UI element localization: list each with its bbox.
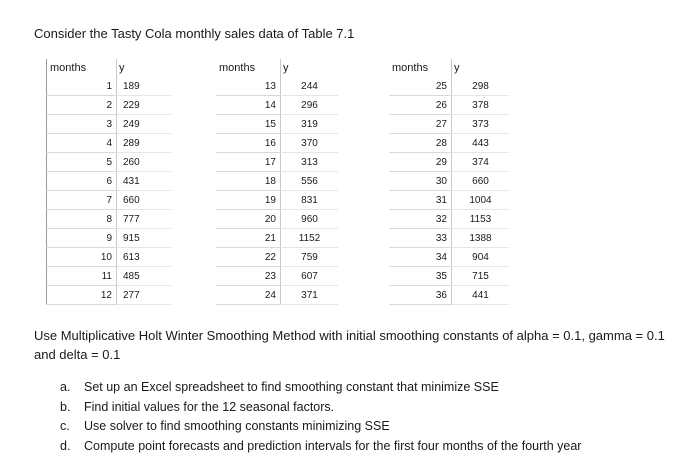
value-cell: 249 — [117, 115, 172, 134]
table-row — [47, 248, 172, 267]
value-cell: 607 — [281, 267, 339, 286]
table-row — [47, 77, 172, 96]
table-row — [389, 210, 509, 229]
month-cell: 9 — [47, 229, 117, 248]
data-table-3 — [389, 59, 509, 305]
table-row — [389, 134, 509, 153]
table-row — [216, 286, 338, 305]
column-header-y: y — [119, 62, 125, 74]
table-row — [389, 115, 509, 134]
table-row — [47, 229, 172, 248]
month-cell: 19 — [216, 191, 281, 210]
month-cell: 13 — [216, 77, 281, 96]
month-cell: 24 — [216, 286, 281, 305]
month-cell: 28 — [389, 134, 452, 153]
table-row — [389, 77, 509, 96]
value-cell: 777 — [117, 210, 172, 229]
value-cell: 904 — [452, 248, 510, 267]
month-cell: 11 — [47, 267, 117, 286]
month-cell: 22 — [216, 248, 281, 267]
table-row — [216, 267, 338, 286]
value-cell: 298 — [452, 77, 510, 96]
month-cell: 1 — [47, 77, 117, 96]
month-cell: 25 — [389, 77, 452, 96]
value-cell: 370 — [281, 134, 339, 153]
column-header-months: months — [216, 59, 281, 77]
value-cell: 260 — [117, 153, 172, 172]
value-cell: 485 — [117, 267, 172, 286]
list-item-text: Compute point forecasts and prediction intervals for the first four months of the fourth year — [84, 438, 582, 453]
intro-text: Consider the Tasty Cola monthly sales data of Table 7.1 — [34, 26, 355, 41]
value-cell: 244 — [281, 77, 339, 96]
value-cell: 1388 — [452, 229, 510, 248]
value-cell: 613 — [117, 248, 172, 267]
value-cell: 378 — [452, 96, 510, 115]
table-row — [216, 77, 338, 96]
table-row — [47, 286, 172, 305]
list-item-label: d. — [60, 438, 71, 453]
column-header-months: months — [389, 59, 452, 77]
month-cell: 10 — [47, 248, 117, 267]
table-row — [389, 172, 509, 191]
value-cell: 373 — [452, 115, 510, 134]
column-header-months: months — [47, 59, 117, 77]
list-item — [60, 437, 581, 457]
value-cell: 371 — [281, 286, 339, 305]
list-item — [60, 417, 581, 437]
value-cell: 319 — [281, 115, 339, 134]
month-cell: 31 — [389, 191, 452, 210]
value-cell: 431 — [117, 172, 172, 191]
table-row — [47, 172, 172, 191]
value-cell: 277 — [117, 286, 172, 305]
table-row — [216, 191, 338, 210]
month-cell: 7 — [47, 191, 117, 210]
month-cell: 34 — [389, 248, 452, 267]
month-cell: 15 — [216, 115, 281, 134]
month-cell: 14 — [216, 96, 281, 115]
month-cell: 16 — [216, 134, 281, 153]
value-cell: 915 — [117, 229, 172, 248]
month-cell: 33 — [389, 229, 452, 248]
table-row — [216, 134, 338, 153]
value-cell: 229 — [117, 96, 172, 115]
month-cell: 36 — [389, 286, 452, 305]
table-row — [47, 191, 172, 210]
table-row — [47, 115, 172, 134]
value-cell: 715 — [452, 267, 510, 286]
table-row — [47, 210, 172, 229]
column-header-y: y — [283, 62, 289, 74]
table-row — [389, 229, 509, 248]
value-cell: 759 — [281, 248, 339, 267]
list-item-label: b. — [60, 399, 71, 414]
task-list — [60, 378, 581, 456]
table-row — [47, 96, 172, 115]
list-item-text: Use solver to find smoothing constants minimizing SSE — [84, 419, 390, 433]
value-cell: 1153 — [452, 210, 510, 229]
month-cell: 21 — [216, 229, 281, 248]
data-table-1 — [46, 59, 171, 305]
value-cell: 1152 — [281, 229, 339, 248]
month-cell: 4 — [47, 134, 117, 153]
value-cell: 660 — [452, 172, 510, 191]
list-item-label: c. — [60, 419, 70, 433]
month-cell: 6 — [47, 172, 117, 191]
list-item — [60, 398, 581, 418]
value-cell: 831 — [281, 191, 339, 210]
table-row — [216, 248, 338, 267]
data-table-2 — [216, 59, 338, 305]
value-cell: 443 — [452, 134, 510, 153]
month-cell: 32 — [389, 210, 452, 229]
value-cell: 296 — [281, 96, 339, 115]
table-row — [216, 229, 338, 248]
list-item-label: a. — [60, 380, 71, 394]
table-row — [216, 172, 338, 191]
value-cell: 960 — [281, 210, 339, 229]
month-cell: 18 — [216, 172, 281, 191]
month-cell: 17 — [216, 153, 281, 172]
list-item — [60, 378, 581, 398]
table-row — [47, 153, 172, 172]
table-row — [216, 115, 338, 134]
list-item-text: Set up an Excel spreadsheet to find smoothing constant that minimize SSE — [84, 380, 499, 394]
month-cell: 27 — [389, 115, 452, 134]
table-row — [389, 248, 509, 267]
month-cell: 3 — [47, 115, 117, 134]
table-row — [216, 96, 338, 115]
value-cell: 660 — [117, 191, 172, 210]
table-row — [47, 267, 172, 286]
value-cell: 374 — [452, 153, 510, 172]
value-cell: 1004 — [452, 191, 510, 210]
table-row — [389, 267, 509, 286]
value-cell: 313 — [281, 153, 339, 172]
month-cell: 30 — [389, 172, 452, 191]
value-cell: 189 — [117, 77, 172, 96]
month-cell: 20 — [216, 210, 281, 229]
value-cell: 289 — [117, 134, 172, 153]
table-row — [47, 134, 172, 153]
list-item-text: Find initial values for the 12 seasonal factors. — [84, 399, 335, 414]
table-row — [389, 96, 509, 115]
month-cell: 35 — [389, 267, 452, 286]
month-cell: 5 — [47, 153, 117, 172]
month-cell: 26 — [389, 96, 452, 115]
table-row — [389, 153, 509, 172]
table-row — [216, 153, 338, 172]
table-row — [216, 210, 338, 229]
instructions-paragraph: Use Multiplicative Holt Winter Smoothing Method with initial smoothing constants of alpha = 0.1, gamma = 0.1 and delta = 0.1 — [34, 328, 665, 362]
value-cell: 441 — [452, 286, 510, 305]
month-cell: 8 — [47, 210, 117, 229]
month-cell: 29 — [389, 153, 452, 172]
month-cell: 12 — [47, 286, 117, 305]
table-row — [389, 191, 509, 210]
month-cell: 2 — [47, 96, 117, 115]
table-row — [389, 286, 509, 305]
month-cell: 23 — [216, 267, 281, 286]
value-cell: 556 — [281, 172, 339, 191]
column-header-y: y — [454, 62, 460, 74]
